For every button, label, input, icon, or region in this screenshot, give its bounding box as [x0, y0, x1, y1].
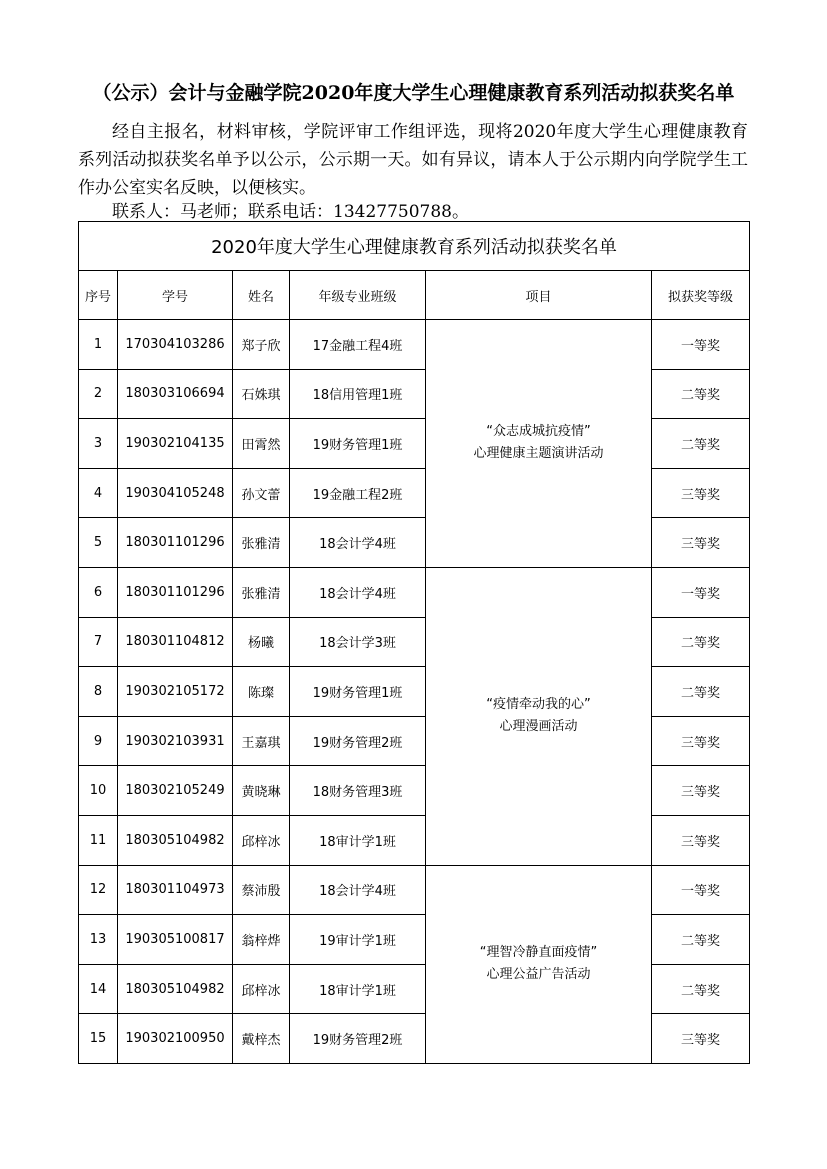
grade-major-class: 18审计学1班: [290, 815, 426, 865]
row-number: 4: [79, 468, 118, 518]
student-name: 郑子欣: [233, 320, 290, 370]
header-student-id: 学号: [118, 271, 233, 320]
row-number: 15: [79, 1014, 118, 1064]
award-table: [78, 221, 750, 1064]
grade-major-class: 18审计学1班: [290, 964, 426, 1014]
award-level: 三等奖: [652, 1014, 750, 1064]
row-number: 6: [79, 567, 118, 617]
student-id: 170304103286: [118, 320, 233, 370]
header-class: 年级专业班级: [290, 271, 426, 320]
project-cell: [426, 320, 652, 568]
award-level: 三等奖: [652, 815, 750, 865]
student-id: 180301101296: [118, 567, 233, 617]
award-level: 三等奖: [652, 468, 750, 518]
student-name: 黄晓琳: [233, 766, 290, 816]
student-id: 180303106694: [118, 369, 233, 419]
student-id: 190302105172: [118, 667, 233, 717]
student-id: 180305104982: [118, 964, 233, 1014]
student-id: 190304105248: [118, 468, 233, 518]
award-level: 一等奖: [652, 567, 750, 617]
student-id: 190305100817: [118, 915, 233, 965]
student-name: 石姝琪: [233, 369, 290, 419]
student-name: 蔡沛殷: [233, 865, 290, 915]
student-id: 180301104812: [118, 617, 233, 667]
table-caption: 2020年度大学生心理健康教育系列活动拟获奖名单: [79, 222, 750, 271]
award-level: 二等奖: [652, 369, 750, 419]
award-level: 三等奖: [652, 716, 750, 766]
project-cell: [426, 865, 652, 1063]
student-name: 孙文蕾: [233, 468, 290, 518]
student-name: 陈璨: [233, 667, 290, 717]
table-row: [79, 865, 750, 915]
row-number: 10: [79, 766, 118, 816]
grade-major-class: 18会计学3班: [290, 617, 426, 667]
student-name: 邱梓冰: [233, 964, 290, 1014]
row-number: 7: [79, 617, 118, 667]
project-title: “疫情牵动我的心”: [486, 697, 591, 713]
table-header-row: [79, 271, 750, 320]
table-row: [79, 567, 750, 617]
grade-major-class: 19审计学1班: [290, 915, 426, 965]
table-row: [79, 320, 750, 370]
grade-major-class: 19金融工程2班: [290, 468, 426, 518]
student-name: 张雅清: [233, 567, 290, 617]
grade-major-class: 19财务管理1班: [290, 419, 426, 469]
project-subtitle: 心理健康主题演讲活动: [473, 446, 604, 462]
grade-major-class: 19财务管理2班: [290, 716, 426, 766]
award-level: 二等奖: [652, 667, 750, 717]
student-id: 180305104982: [118, 815, 233, 865]
header-project: 项目: [426, 271, 652, 320]
project-title: “理智冷静直面疫情”: [479, 945, 598, 961]
student-name: 戴梓杰: [233, 1014, 290, 1064]
header-number: 序号: [79, 271, 118, 320]
project-subtitle: 心理公益广告活动: [486, 967, 591, 983]
row-number: 13: [79, 915, 118, 965]
project-subtitle: 心理漫画活动: [499, 719, 578, 735]
award-level: 一等奖: [652, 865, 750, 915]
student-name: 王嘉琪: [233, 716, 290, 766]
grade-major-class: 18会计学4班: [290, 865, 426, 915]
grade-major-class: 18信用管理1班: [290, 369, 426, 419]
grade-major-class: 18财务管理3班: [290, 766, 426, 816]
row-number: 12: [79, 865, 118, 915]
row-number: 1: [79, 320, 118, 370]
row-number: 11: [79, 815, 118, 865]
document-title: （公示）会计与金融学院2020年度大学生心理健康教育系列活动拟获奖名单: [92, 82, 735, 104]
table-caption-row: [79, 222, 750, 271]
award-level: 二等奖: [652, 915, 750, 965]
row-number: 9: [79, 716, 118, 766]
announcement-paragraph: 经自主报名，材料审核，学院评审工作组评选，现将2020年度大学生心理健康教育系列活动拟获奖名单予以公示，公示期一天。如有异议，请本人于公示期内向学院学生工作办公室实名反映，以便核实。: [78, 122, 748, 198]
project-title: “众志成城抗疫情”: [486, 424, 591, 440]
row-number: 2: [79, 369, 118, 419]
row-number: 14: [79, 964, 118, 1014]
student-id: 180301101296: [118, 518, 233, 568]
student-id: 180301104973: [118, 865, 233, 915]
student-id: 190302103931: [118, 716, 233, 766]
award-level: 二等奖: [652, 419, 750, 469]
student-name: 张雅清: [233, 518, 290, 568]
row-number: 5: [79, 518, 118, 568]
student-id: 180302105249: [118, 766, 233, 816]
award-level: 一等奖: [652, 320, 750, 370]
student-id: 190302100950: [118, 1014, 233, 1064]
row-number: 8: [79, 667, 118, 717]
grade-major-class: 19财务管理2班: [290, 1014, 426, 1064]
grade-major-class: 17金融工程4班: [290, 320, 426, 370]
award-level: 三等奖: [652, 518, 750, 568]
contact-line: 联系人：马老师；联系电话：13427750788。: [112, 202, 469, 222]
header-name: 姓名: [233, 271, 290, 320]
grade-major-class: 18会计学4班: [290, 567, 426, 617]
student-name: 翁梓烨: [233, 915, 290, 965]
grade-major-class: 18会计学4班: [290, 518, 426, 568]
header-award-level: 拟获奖等级: [652, 271, 750, 320]
student-id: 190302104135: [118, 419, 233, 469]
award-level: 二等奖: [652, 964, 750, 1014]
student-name: 杨曦: [233, 617, 290, 667]
student-name: 邱梓冰: [233, 815, 290, 865]
award-level: 二等奖: [652, 617, 750, 667]
project-cell: [426, 567, 652, 865]
student-name: 田霄然: [233, 419, 290, 469]
grade-major-class: 19财务管理1班: [290, 667, 426, 717]
award-level: 三等奖: [652, 766, 750, 816]
row-number: 3: [79, 419, 118, 469]
